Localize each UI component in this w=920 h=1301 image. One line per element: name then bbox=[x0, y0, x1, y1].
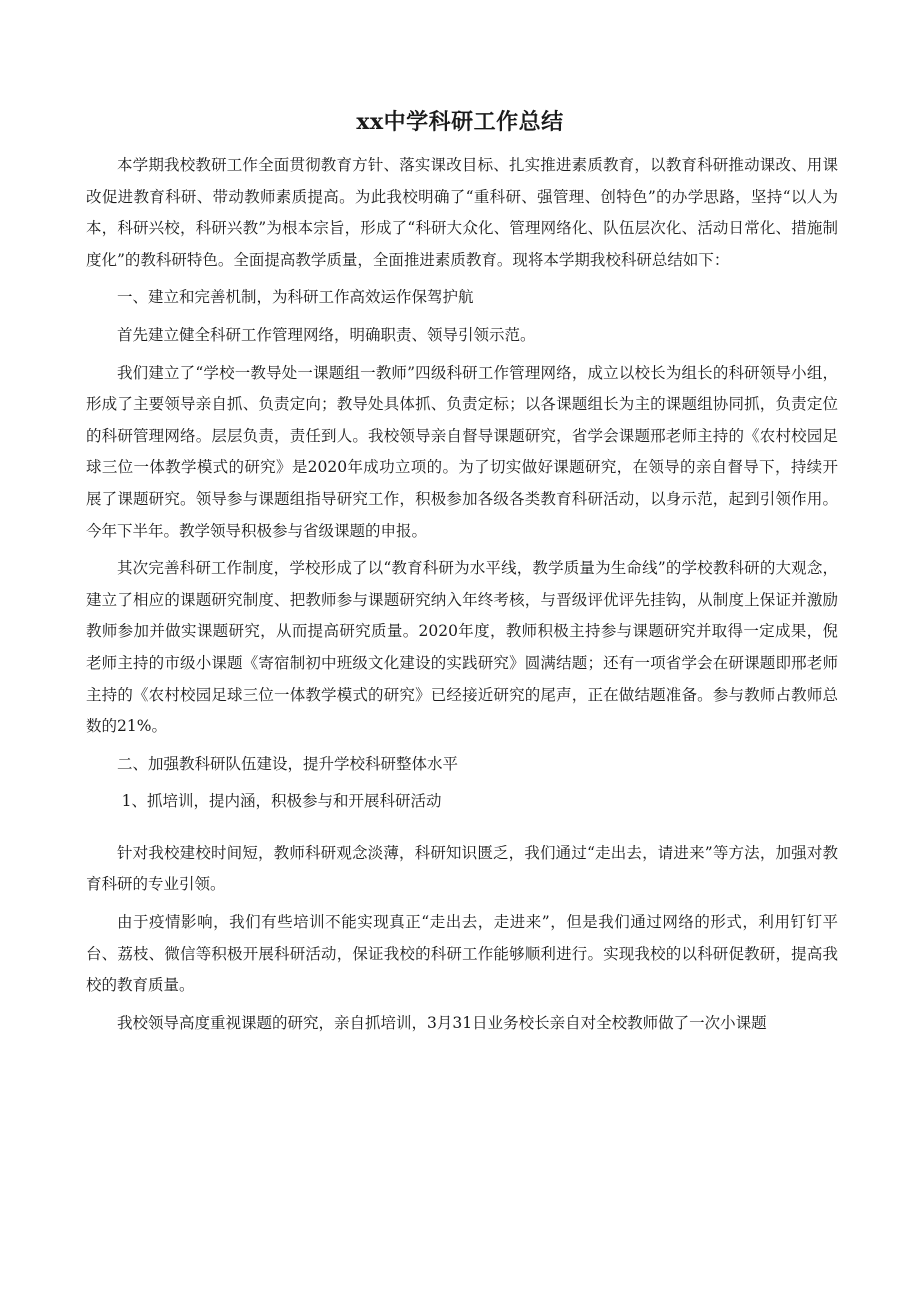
paragraph-leadership: 我校领导高度重视课题的研究，亲自抓培训，3月31日业务校长亲自对全校教师做了一次小课题 bbox=[117, 1013, 767, 1032]
paragraph-system: 其次完善科研工作制度，学校形成了以“教育科研为水平线，教学质量为生命线”的学校教科研的大观念，建立了相应的课题研究制度、把教师参与课题研究纳入年终考核，与晋级评优评先挂钩，从制度上保证并激励教师参加并做实课题研究，从而提高研究质量。2020年度，教师积极主持参与课题研究并取得一定成果，倪老师主持的市级小课题《寄宿制初中班级文化建设的实践研究》圆满结题；还有一项省学会在研课题即邢老师主持的《农村校园足球三位一体教学模式的研究》已经接近研究的尾声，正在做结题准备。参与教师占教师总数的21%。 bbox=[86, 559, 838, 736]
document-body bbox=[86, 150, 838, 1039]
subsection-heading-1: 1、抓培训，提内涵，积极参与和开展科研活动 bbox=[121, 792, 442, 811]
paragraph-management: 我们建立了“学校一教导处一课题组一教师”四级科研工作管理网络，成立以校长为组长的科研领导小组，形成了主要领导亲自抓、负责定向；教导处具体抓、负责定标；以各课题组长为主的课题组协同抓，负责定位的科研管理网络。层层负责，责任到人。我校领导亲自督导课题研究，省学会课题邢老师主持的《农村校园足球三位一体教学模式的研究》是2020年成功立项的。为了切实做好课题研究，在领导的亲自督导下，持续开展了课题研究。领导参与课题组指导研究工作，积极参加各级各类教育科研活动，以身示范，起到引领作用。今年下半年。教学领导积极参与省级课题的申报。 bbox=[86, 363, 838, 540]
document-title: xx中学科研工作总结 bbox=[356, 109, 564, 135]
section-heading-2: 二、加强教科研队伍建设，提升学校科研整体水平 bbox=[117, 754, 459, 773]
section-heading-1: 一、建立和完善机制，为科研工作高效运作保驾护航 bbox=[117, 288, 474, 307]
paragraph-intro: 本学期我校教研工作全面贯彻教育方针、落实课改目标、扎实推进素质教育，以教育科研推动课改、用课改促进教育科研、带动教师素质提高。为此我校明确了“重科研、强管理、创特色”的办学思路，坚持“以人为本，科研兴校，科研兴教”为根本宗旨，形成了“科研大众化、管理网络化、队伍层次化、活动日常化、措施制度化”的教科研特色。全面提高教学质量，全面推进素质教育。现将本学期我校科研总结如下： bbox=[86, 156, 838, 269]
paragraph-pandemic: 由于疫情影响，我们有些培训不能实现真正“走出去，走进来”，但是我们通过网络的形式，利用钉钉平台、荔枝、微信等积极开展科研活动，保证我校的科研工作能够顺利进行。实现我校的以科研促教研，提高我校的教育质量。 bbox=[86, 913, 838, 995]
paragraph-training: 针对我校建校时间短，教师科研观念淡薄，科研知识匮乏，我们通过“走出去，请进来”等方法，加强对教育科研的专业引领。 bbox=[86, 843, 838, 894]
paragraph-network: 首先建立健全科研工作管理网络，明确职责、领导引领示范。 bbox=[117, 325, 536, 344]
